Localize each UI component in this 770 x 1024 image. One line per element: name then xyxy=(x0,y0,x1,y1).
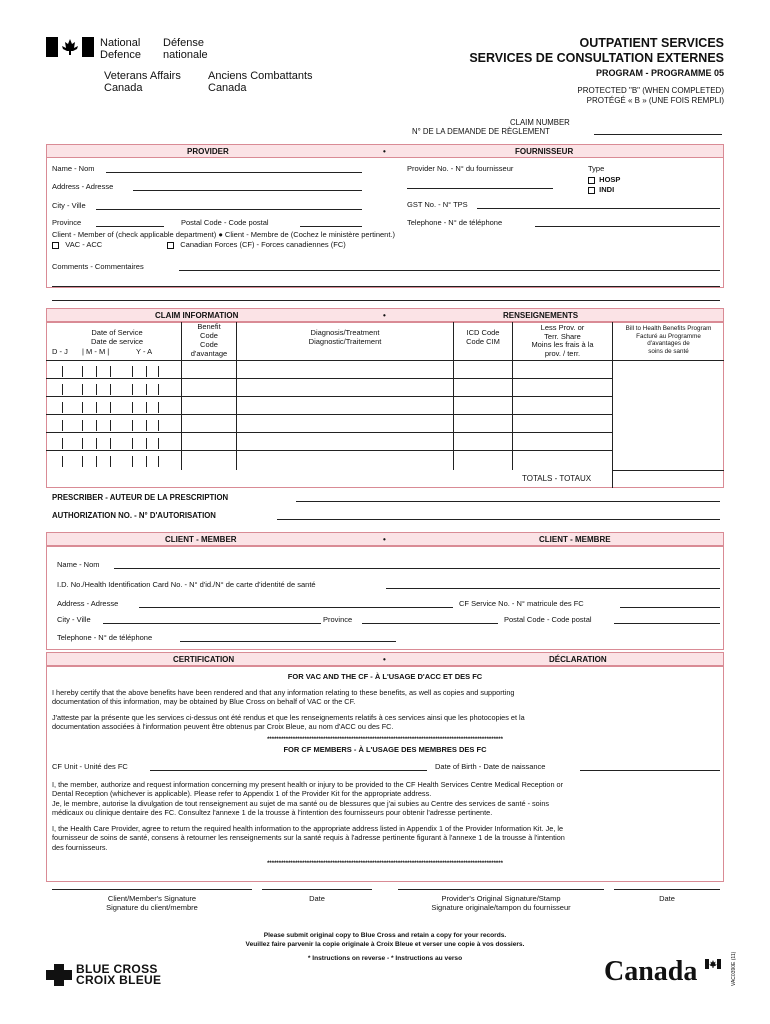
program-label: PROGRAM - PROGRAMME 05 xyxy=(595,68,724,78)
protected-fr: PROTÉGÉ « B » (UNE FOIS REMPLI) xyxy=(586,96,724,105)
provider-date-label: Date xyxy=(659,894,675,903)
authorization-label: AUTHORIZATION NO. - N° D'AUTORISATION xyxy=(52,511,216,520)
client-address-field[interactable] xyxy=(139,607,453,608)
canada-wordmark-flag-icon xyxy=(705,959,721,969)
provider-signature-label: Provider's Original Signature/Stamp Signature originale/tampon du fournisseur xyxy=(431,894,571,912)
cf-checkbox[interactable] xyxy=(167,242,174,249)
vac-name-en: Veterans Affairs Canada xyxy=(104,70,181,94)
prescriber-field[interactable] xyxy=(296,501,720,502)
indi-checkbox[interactable] xyxy=(588,187,595,194)
submit-instructions-en: Please submit original copy to Blue Cross and retain a copy for your records. xyxy=(263,932,507,939)
vac-option: VAC - ACC xyxy=(52,240,102,249)
cf-unit-label: CF Unit - Unité des FC xyxy=(52,762,128,771)
provider-name-label: Name - Nom xyxy=(52,164,95,173)
member-authorization-text: I, the member, authorize and request information concerning my present health or injury to be provided to the CF Health Services Centre Medical Reception or Dental Reception (whichever is applicable). Please refer to Appendix 1 of the Provider Kit for the appropriate address. Je, le membre, autorise la divulgation de tout renseignement au sujet de ma santé ou de blessures que j'ai subies au Centre des services de santé - soins médicaux ou clinique dentaire des FC. Consultez l'annexe 1 de la trousse à l'intention des fournisseurs pour obtenir l'adresse pertinente. xyxy=(52,780,564,817)
gst-label: GST No. - N° TPS xyxy=(407,200,468,209)
client-postal-field[interactable] xyxy=(614,623,720,624)
type-label: Type xyxy=(588,164,605,173)
provider-address-field[interactable] xyxy=(133,190,362,191)
authorization-field[interactable] xyxy=(277,519,720,520)
provider-city-label: City - Ville xyxy=(52,201,86,210)
provider-city-field[interactable] xyxy=(96,209,362,210)
claim-number-field[interactable] xyxy=(594,134,722,135)
cf-service-label: CF Service No. - N° matricule des FC xyxy=(459,599,584,608)
certify-en: I hereby certify that the above benefits have been rendered and that any information relating to these benefits, as well as copies and supporting documentation of this information, may be obtained by Blue Cross on behalf of VAC or the CF. xyxy=(52,688,515,707)
client-name-label: Name - Nom xyxy=(57,560,100,569)
less-share-heading: Less Prov. or Terr. Share Moins les frais à la prov. / terr. xyxy=(531,323,594,358)
claim-number-label: CLAIM NUMBER xyxy=(510,118,570,127)
certification-header: CERTIFICATION • DÉCLARATION xyxy=(46,652,724,666)
gst-field[interactable] xyxy=(477,208,720,209)
dob-label: Date of Birth - Date de naissance xyxy=(435,762,546,771)
provider-address-label: Address - Adresse xyxy=(52,182,114,191)
canada-flag-icon xyxy=(46,37,94,57)
claim-number-label-fr: N° DE LA DEMANDE DE RÈGLEMENT xyxy=(412,127,550,136)
cf-members-heading: FOR CF MEMBERS - À L'USAGE DES MEMBRES DES FC xyxy=(283,745,487,754)
client-telephone-field[interactable] xyxy=(180,641,396,642)
provider-header: PROVIDER • FOURNISSEUR xyxy=(46,144,724,158)
claim-row[interactable] xyxy=(46,396,724,414)
client-date-field[interactable] xyxy=(262,889,372,890)
client-telephone-label: Telephone - N° de téléphone xyxy=(57,633,153,642)
client-date-label: Date xyxy=(309,894,325,903)
comments-label: Comments - Commentaires xyxy=(52,262,144,271)
date-of-service-heading: Date of Service Date de service xyxy=(90,328,144,346)
provider-province-label: Province xyxy=(52,218,82,227)
dnd-name-en: National Defence xyxy=(100,37,141,61)
claim-row[interactable] xyxy=(46,432,724,450)
provider-postal-label: Postal Code - Code postal xyxy=(181,218,269,227)
claim-header: CLAIM INFORMATION • RENSEIGNEMENTS xyxy=(46,308,724,322)
blue-cross-logo-icon xyxy=(46,964,72,986)
year-label: Y - A xyxy=(136,347,153,356)
diagnosis-heading: Diagnosis/Treatment Diagnostic/Traitement xyxy=(308,328,382,346)
client-signature-field[interactable] xyxy=(52,889,252,890)
client-name-field[interactable] xyxy=(114,568,720,569)
day-label: D - J xyxy=(52,347,68,356)
certify-fr: J'atteste par la présente que les services ci-dessus ont été rendus et que les renseignements relatifs à ces services ainsi que les photocopies et la documentation associées à l'information peuvent être obtenus par Croix Bleue, au nom d'ACC ou des FC. xyxy=(52,713,525,732)
client-address-label: Address - Adresse xyxy=(57,599,119,608)
provider-telephone-field[interactable] xyxy=(535,226,720,227)
claim-row[interactable] xyxy=(46,360,724,378)
provider-name-field[interactable] xyxy=(106,172,362,173)
icd-heading: ICD Code Code CIM xyxy=(466,328,500,346)
separator-stars: ***************************************************************************************************** xyxy=(267,737,503,743)
reverse-instructions: * Instructions on reverse - * Instructions au verso xyxy=(307,955,463,962)
separator-stars-2: ***************************************************************************************************** xyxy=(267,861,503,867)
provider-no-label: Provider No. - N° du fournisseur xyxy=(407,164,514,173)
vac-cf-heading: FOR VAC AND THE CF - À L'USAGE D'ACC ET DES FC xyxy=(287,672,483,681)
prescriber-label: PRESCRIBER - AUTEUR DE LA PRESCRIPTION xyxy=(52,493,229,502)
form-title-fr: SERVICES DE CONSULTATION EXTERNES xyxy=(469,51,724,65)
provider-postal-field[interactable] xyxy=(300,226,362,227)
provider-date-field[interactable] xyxy=(614,889,720,890)
provider-telephone-label: Telephone - N° de téléphone xyxy=(407,218,503,227)
comments-field-3[interactable] xyxy=(52,300,720,301)
claim-row[interactable] xyxy=(46,378,724,396)
protected-en: PROTECTED "B" (WHEN COMPLETED) xyxy=(577,86,724,95)
client-province-label: Province xyxy=(323,615,353,624)
client-province-field[interactable] xyxy=(362,623,498,624)
client-city-label: City - Ville xyxy=(57,615,91,624)
cf-unit-field[interactable] xyxy=(150,770,427,771)
cf-option: Canadian Forces (CF) - Forces canadiennes (FC) xyxy=(167,240,346,249)
provider-agreement-text: I, the Health Care Provider, agree to return the required health information to the appropriate address listed in Appendix 1 of the Provider Information Kit. Je, le fournisseur de soins de santé, consens à retourner les renseignements sur la santé requis à l'adresse pertinente figurant à l'annexe 1 de la trousse à l'intention des fournisseurs. xyxy=(52,824,565,852)
month-label: | M - M | xyxy=(82,347,110,356)
client-city-field[interactable] xyxy=(103,623,321,624)
bill-to-heading: Bill to Health Benefits Program Facturé au Programme d'avantages de soins de santé xyxy=(625,325,712,355)
comments-field-1[interactable] xyxy=(179,270,720,271)
comments-field-2[interactable] xyxy=(52,286,720,287)
hosp-checkbox[interactable] xyxy=(588,177,595,184)
benefit-code-heading: Benefit Code Code d'avantage xyxy=(190,322,228,358)
dob-field[interactable] xyxy=(580,770,720,771)
client-department-label: Client - Member of (check applicable department) ● Client - Membre de (Cochez le ministère pertinent.) xyxy=(52,230,396,239)
form-code: VAC0390E (11) xyxy=(731,951,737,986)
client-id-label: I.D. No./Health Identification Card No. - N° d'id./N° de carte d'identité de santé xyxy=(57,580,316,589)
type-hosp: HOSP xyxy=(588,175,620,184)
claim-row[interactable] xyxy=(46,414,724,432)
form-title-en: OUTPATIENT SERVICES xyxy=(579,36,724,50)
provider-province-field[interactable] xyxy=(96,226,164,227)
vac-checkbox[interactable] xyxy=(52,242,59,249)
provider-signature-field[interactable] xyxy=(398,889,604,890)
totals-label: TOTALS - TOTAUX xyxy=(522,474,592,483)
claim-row[interactable] xyxy=(46,450,724,468)
blue-cross-wordmark: BLUE CROSS CROIX BLEUE xyxy=(76,962,162,987)
client-id-field[interactable] xyxy=(386,588,720,589)
type-indi: INDI xyxy=(588,185,614,194)
client-header: CLIENT - MEMBER • CLIENT - MEMBRE xyxy=(46,532,724,546)
provider-section xyxy=(46,144,724,288)
provider-no-field[interactable] xyxy=(407,188,553,189)
client-postal-label: Postal Code - Code postal xyxy=(504,615,592,624)
client-signature-label: Client/Member's Signature Signature du client/membre xyxy=(106,894,198,912)
totals-divider xyxy=(612,470,724,471)
cf-service-field[interactable] xyxy=(620,607,720,608)
submit-instructions-fr: Veuillez faire parvenir la copie originale à Croix Bleue et verser une copie à vos dossiers. xyxy=(245,941,525,948)
canada-wordmark: Canada xyxy=(604,956,698,987)
dnd-name-fr: Défense nationale xyxy=(163,37,208,61)
vac-name-fr: Anciens Combattants Canada xyxy=(208,70,313,94)
